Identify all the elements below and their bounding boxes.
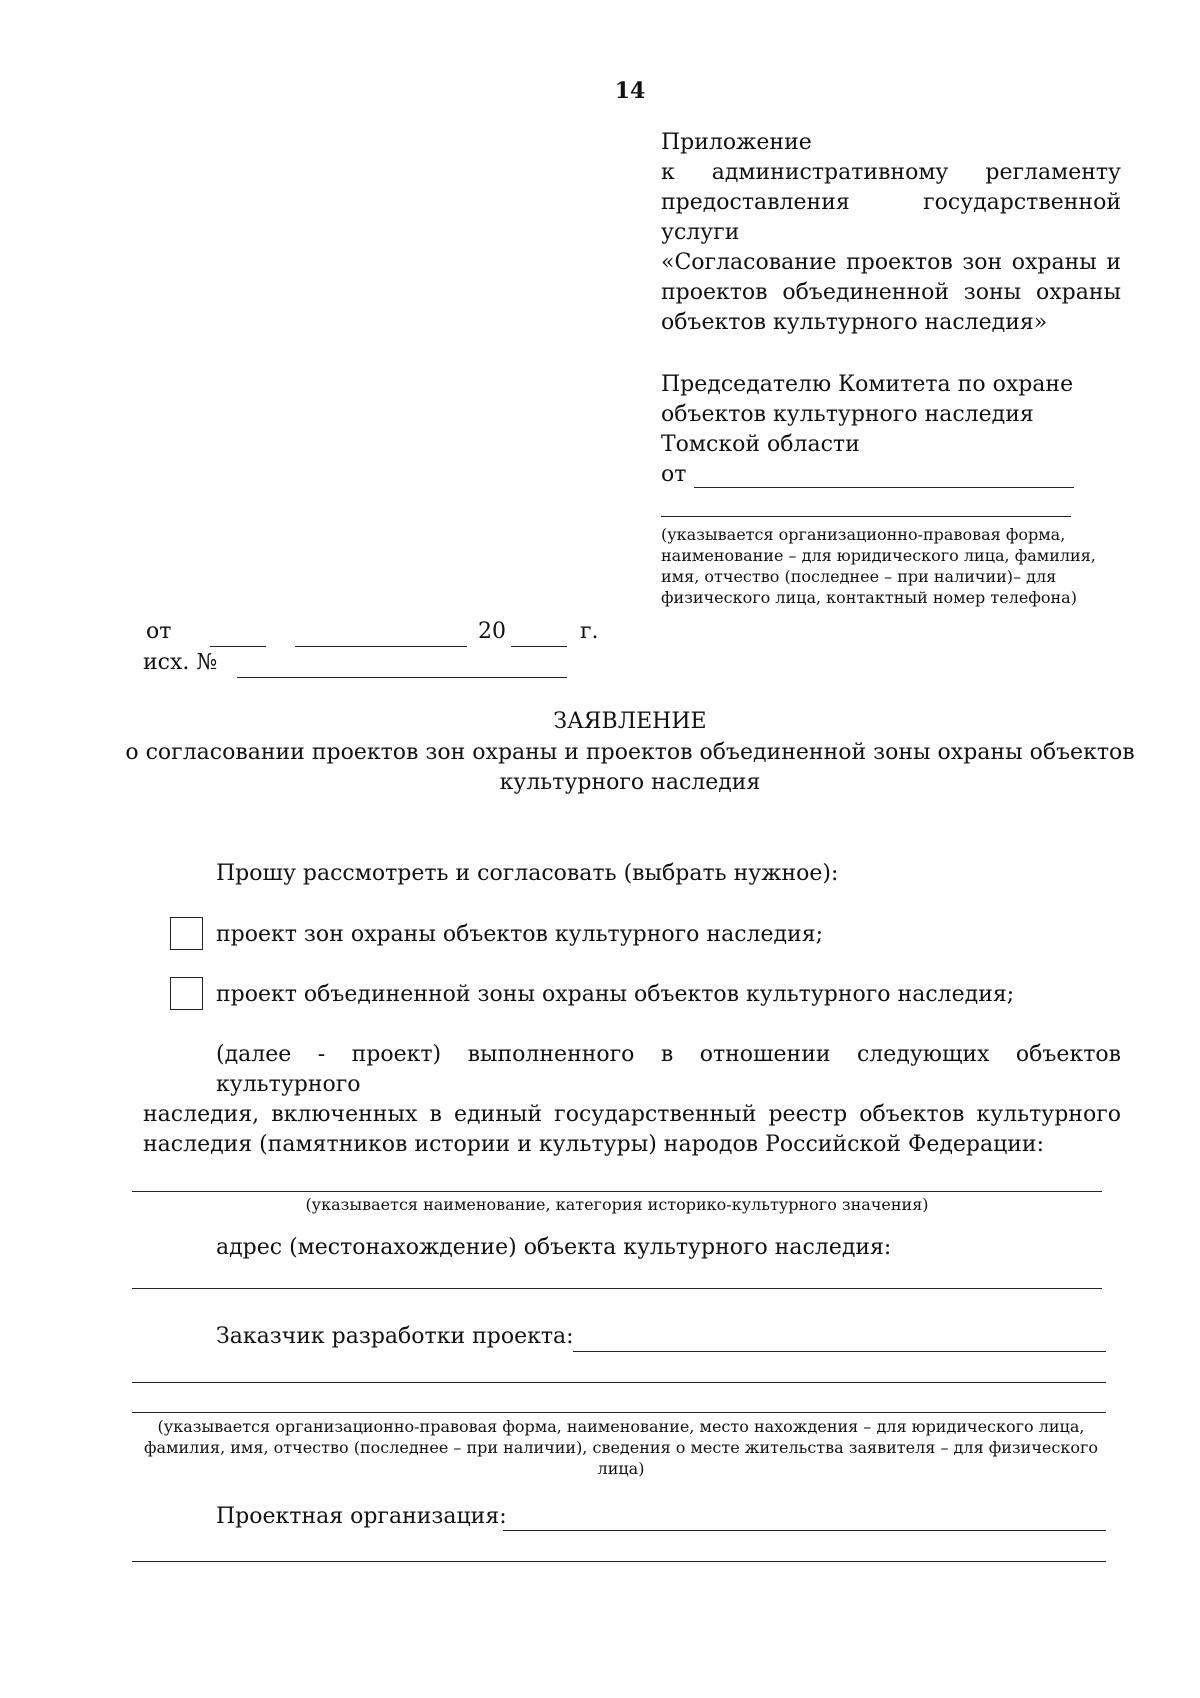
note-line: фамилия, имя, отчество (последнее – при наличии), сведения о месте жительства заявителя – для физического bbox=[144, 1438, 1098, 1457]
date-month-field[interactable] bbox=[295, 646, 467, 647]
applicant-note bbox=[661, 524, 1131, 608]
note-line: имя, отчество (последнее – при наличии)– для bbox=[661, 567, 1057, 586]
outgoing-number-label: исх. № bbox=[143, 650, 218, 675]
customer-field-3[interactable] bbox=[132, 1412, 1106, 1413]
note-line: (указывается организационно-правовая форма, bbox=[661, 525, 1066, 544]
paragraph-line: (далее - проект) выполненного в отношении следующих объектов культурного bbox=[216, 1042, 1121, 1097]
paragraph-line: наследия (памятников истории и культуры) народов Российской Федерации: bbox=[143, 1132, 1044, 1157]
document-subtitle: о согласовании проектов зон охраны и проектов объединенной зоны охраны объектов bbox=[125, 740, 1135, 765]
customer-field-2[interactable] bbox=[132, 1382, 1106, 1383]
option-checkbox-zones[interactable] bbox=[170, 917, 203, 950]
object-note: (указывается наименование, категория историко-культурного значения) bbox=[305, 1195, 929, 1214]
note-line: лица) bbox=[597, 1459, 645, 1478]
document-title: ЗАЯВЛЕНИЕ bbox=[553, 709, 707, 734]
note-line: (указывается организационно-правовая форма, наименование, место нахождения – для юридического лица, bbox=[157, 1417, 1085, 1436]
note-line: физического лица, контактный номер телефона) bbox=[661, 588, 1077, 607]
option-label: проект зон охраны объектов культурного наследия; bbox=[216, 922, 824, 947]
option-checkbox-unified-zone[interactable] bbox=[170, 977, 203, 1010]
design-org-field-2[interactable] bbox=[132, 1561, 1106, 1562]
date-day-field[interactable] bbox=[210, 646, 266, 647]
appendix-title: Приложение bbox=[661, 130, 812, 155]
appendix-line: предоставления государственной услуги bbox=[661, 190, 1121, 245]
addressee-line: Томской области bbox=[661, 432, 860, 457]
paragraph-line: наследия, включенных в единый государственный реестр объектов культурного bbox=[143, 1102, 1121, 1127]
customer-field[interactable] bbox=[573, 1351, 1106, 1352]
document-subtitle: культурного наследия bbox=[499, 770, 761, 795]
addressee-line: Председателю Комитета по охране bbox=[661, 372, 1074, 397]
date-from-label: от bbox=[146, 619, 172, 644]
appendix-block bbox=[661, 128, 1121, 338]
option-label: проект объединенной зоны охраны объектов культурного наследия; bbox=[216, 982, 1015, 1007]
customer-note bbox=[132, 1416, 1110, 1479]
addressee-block bbox=[661, 370, 1121, 490]
appendix-line: проектов объединенной зоны охраны bbox=[661, 280, 1121, 305]
design-org-field[interactable] bbox=[503, 1530, 1106, 1531]
object-name-field[interactable] bbox=[132, 1191, 1102, 1192]
request-text: Прошу рассмотреть и согласовать (выбрать нужное): bbox=[216, 861, 839, 886]
address-field[interactable] bbox=[132, 1288, 1102, 1289]
page-number: 14 bbox=[614, 78, 646, 104]
outgoing-number-field[interactable] bbox=[237, 677, 567, 678]
applicant-field[interactable] bbox=[694, 487, 1074, 488]
customer-label: Заказчик разработки проекта: bbox=[216, 1324, 574, 1349]
address-label: адрес (местонахождение) объекта культурного наследия: bbox=[216, 1235, 892, 1260]
appendix-line: объектов культурного наследия» bbox=[661, 310, 1048, 335]
addressee-from-label: от bbox=[661, 462, 687, 487]
appendix-line: к административному регламенту bbox=[661, 160, 1121, 185]
date-year-suffix: г. bbox=[580, 619, 599, 644]
note-line: наименование – для юридического лица, фамилия, bbox=[661, 546, 1096, 565]
addressee-line: объектов культурного наследия bbox=[661, 402, 1034, 427]
date-year-field[interactable] bbox=[511, 646, 567, 647]
date-year-prefix: 20 bbox=[478, 619, 506, 644]
paragraph bbox=[143, 1040, 1121, 1160]
appendix-line: «Согласование проектов зон охраны и bbox=[661, 250, 1121, 275]
applicant-field-2[interactable] bbox=[661, 516, 1071, 517]
design-org-label: Проектная организация: bbox=[216, 1504, 507, 1529]
